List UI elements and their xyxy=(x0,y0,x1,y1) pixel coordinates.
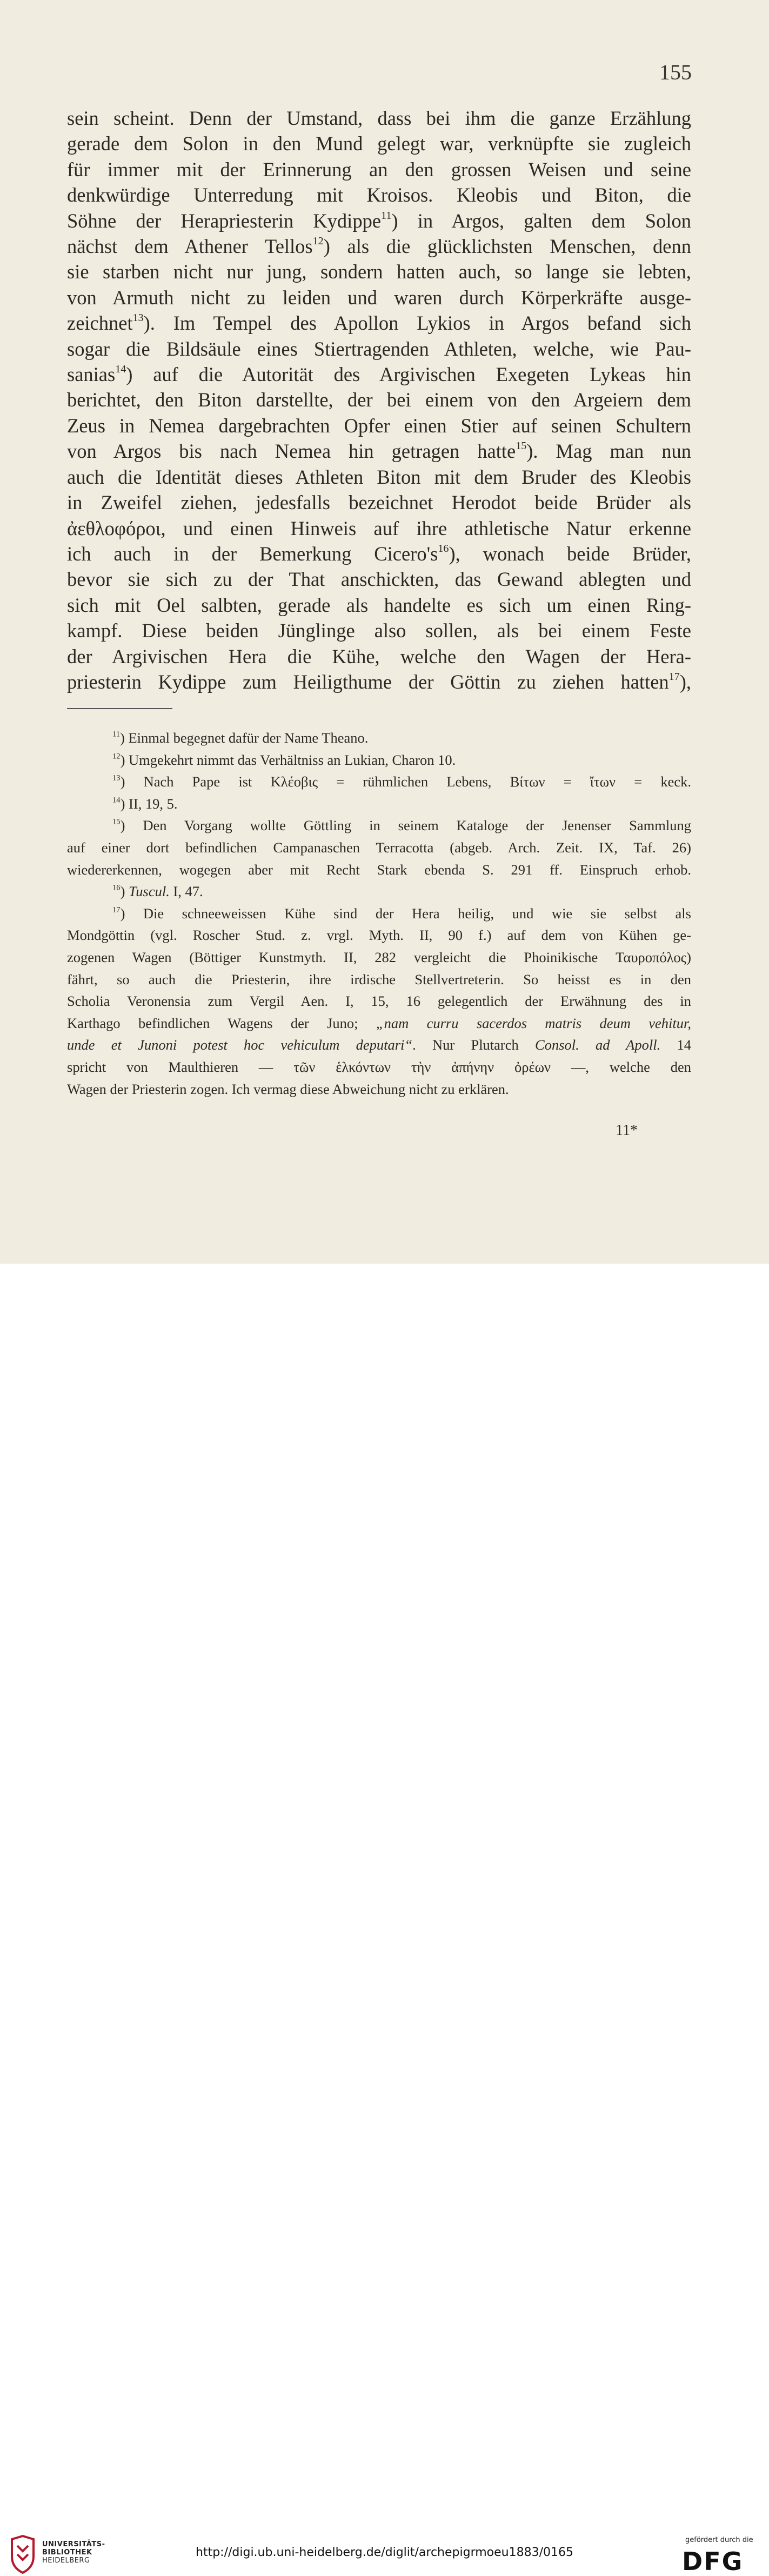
text-segment: ) als die glücklichsten Menschen, denn xyxy=(323,235,692,258)
text-segment: ) Einmal begegnet dafür der Name Theano. xyxy=(120,730,369,746)
footnote-ref[interactable]: 15 xyxy=(516,440,527,452)
scanned-page xyxy=(0,0,769,1264)
footnote-17 xyxy=(67,903,691,1100)
text-segment: von Argos bis nach Nemea hin getragen hatte xyxy=(67,440,516,463)
text-segment: ), wonach beide Brüder, xyxy=(449,542,691,565)
text-segment-italic: „nam curru sacerdos matris deum vehitur, xyxy=(376,1015,691,1031)
footnote-15 xyxy=(67,815,691,880)
text-segment-italic: Tuscul. xyxy=(129,883,170,900)
text-segment-italic: Consol. ad Apoll. xyxy=(535,1037,661,1053)
text-segment: 14 xyxy=(660,1037,691,1053)
text-segment-italic: unde et Junoni potest hoc vehiculum deputari“ xyxy=(67,1037,413,1053)
footnote-mark: 14 xyxy=(112,796,121,805)
footnote-ref[interactable]: 13 xyxy=(132,312,144,324)
text-line: berichtet, den Biton darstellte, der bei einem von den Argeiern dem xyxy=(67,389,691,411)
text-segment: priesterin Kydippe zum Heiligthume der Göttin zu ziehen hatten xyxy=(67,670,669,693)
text-line xyxy=(67,310,691,336)
text-segment: Karthago befindlichen Wagens der Juno; xyxy=(67,1015,376,1031)
footnote-line xyxy=(67,771,691,793)
text-line xyxy=(67,208,691,233)
text-line: auch die Identität dieses Athleten Biton mit dem Bruder des Kleobis xyxy=(67,465,691,488)
text-segment: nächst dem Athener Tellos xyxy=(67,235,313,258)
text-line: bevor sie sich zu der That anschickten, das Gewand ablegten und xyxy=(67,568,691,591)
dfg-caption: gefördert durch die xyxy=(685,2536,753,2544)
signature-mark: 11* xyxy=(616,1122,638,1139)
footnotes xyxy=(67,727,691,1100)
footnote-line: wiedererkennen, wogegen aber mit Recht Stark ebenda S. 291 ff. Einspruch erhob. xyxy=(67,861,691,878)
footnote-ref[interactable]: 11 xyxy=(381,209,392,222)
page-number: 155 xyxy=(659,60,692,84)
footnote-16 xyxy=(67,880,691,903)
text-line: denkwürdige Unterredung mit Kroisos. Kleobis und Biton, die xyxy=(67,184,691,206)
footnote-line xyxy=(67,1012,691,1035)
footnote-line xyxy=(67,793,691,815)
source-url-bar xyxy=(0,2546,769,2559)
footnote-mark: 16 xyxy=(112,883,121,892)
footnote-mark: 12 xyxy=(112,751,121,760)
text-line: in Zweifel ziehen, jedesfalls bezeichnet Herodot beide Brüder als xyxy=(67,491,691,514)
text-line xyxy=(67,541,691,566)
text-segment: ) xyxy=(120,883,129,900)
footnote-line: auf einer dort befindlichen Campanaschen Terracotta (abgeb. Arch. Zeit. IX, Taf. 26) xyxy=(67,839,691,856)
text-segment: . Nur Plutarch xyxy=(412,1037,536,1053)
footnote-mark: 11 xyxy=(112,730,121,739)
footnote-ref[interactable]: 14 xyxy=(115,363,126,376)
text-segment: ), xyxy=(679,670,691,693)
text-segment: zeichnet xyxy=(67,312,133,335)
text-line: der Argivischen Hera die Kühe, welche den Wagen der Hera- xyxy=(67,645,691,668)
footnote-line: spricht von Maulthieren — τῶν ἑλκόντων τὴν ἀπήνην ὀρέων —, welche den xyxy=(67,1058,691,1075)
text-segment: ) Nach Pape ist Κλέοβις = rühmlichen Lebens, Βίτων = ἴτων = keck. xyxy=(120,773,691,790)
text-segment: ) II, 19, 5. xyxy=(120,795,178,812)
source-url-link[interactable]: http://digi.ub.uni-heidelberg.de/diglit/archepigrmoeu1883/0165 xyxy=(196,2546,573,2559)
text-line xyxy=(67,438,691,464)
text-segment: ) auf die Autorität des Argivischen Exegeten Lykeas hin xyxy=(126,363,691,386)
footnote-line xyxy=(67,903,691,925)
footnote-mark: 15 xyxy=(112,817,121,826)
footnote-line xyxy=(67,1034,691,1056)
text-line xyxy=(67,233,691,259)
text-segment: Söhne der Herapriesterin Kydippe xyxy=(67,209,382,232)
footnote-line: zogenen Wagen (Böttiger Kunstmyth. II, 282 vergleicht die Phoinikische Ταυροπόλος) xyxy=(67,949,691,965)
footnote-14 xyxy=(67,793,691,815)
library-name-line: UNIVERSITÄTS- xyxy=(42,2540,105,2548)
footnote-11 xyxy=(67,727,691,749)
footnote-line: fährt, so auch die Priesterin, ihre irdische Stellvertreterin. So heisst es in den xyxy=(67,971,691,987)
text-line: sich mit Oel salbten, gerade als handelte es sich um einen Ring- xyxy=(67,593,691,616)
text-segment: sanias xyxy=(67,363,116,386)
text-segment: ) Umgekehrt nimmt das Verhältniss an Lukian, Charon 10. xyxy=(120,751,456,768)
text-line: kampf. Diese beiden Jünglinge also sollen, als bei einem Feste xyxy=(67,619,691,642)
text-line: von Armuth nicht zu leiden und waren durch Körperkräfte ausge- xyxy=(67,286,691,309)
footnote-ref[interactable]: 16 xyxy=(438,542,449,555)
viewer-footer xyxy=(0,1264,769,2576)
main-text xyxy=(67,105,691,695)
text-line: gerade dem Solon in den Mund gelegt war, verknüpfte sie zugleich xyxy=(67,132,691,155)
text-line: Zeus in Nemea dargebrachten Opfer einen Stier auf seinen Schultern xyxy=(67,414,691,437)
text-segment: ). Mag man nun xyxy=(526,440,691,463)
text-line: sogar die Bildsäule eines Stiertragenden Athleten, welche, wie Pau- xyxy=(67,337,691,360)
text-line: ἀεθλοφόροι, und einen Hinweis auf ihre athletische Natur erkenne xyxy=(67,517,691,539)
footnote-ref[interactable]: 17 xyxy=(668,670,680,683)
footnote-line xyxy=(67,727,691,749)
footnote-line xyxy=(67,749,691,771)
footnote-line xyxy=(67,815,691,837)
footnote-mark: 17 xyxy=(112,905,121,915)
text-line: sein scheint. Denn der Umstand, dass bei ihm die ganze Erzählung xyxy=(67,107,691,129)
footnote-12 xyxy=(67,749,691,771)
footnote-line: Mondgöttin (vgl. Roscher Stud. z. vrgl. Myth. II, 90 f.) auf dem von Kühen ge- xyxy=(67,927,691,944)
footnote-divider xyxy=(67,708,172,709)
text-line: sie starben nicht nur jung, sondern hatten auch, so lange sie lebten, xyxy=(67,261,691,283)
footnote-line: Scholia Veronensia zum Vergil Aen. I, 15, 16 gelegentlich der Erwähnung des in xyxy=(67,993,691,1010)
footnote-line xyxy=(67,880,691,903)
footnote-13 xyxy=(67,771,691,793)
footnote-ref[interactable]: 12 xyxy=(312,235,324,247)
text-segment: ) Die schneeweissen Kühe sind der Hera heilig, und wie sie selbst als xyxy=(120,905,691,922)
text-line: für immer mit der Erinnerung an den grossen Weisen und seine xyxy=(67,158,691,181)
text-segment: ) in Argos, galten dem Solon xyxy=(391,209,691,232)
library-name-line: BIBLIOTHEK xyxy=(42,2548,92,2557)
footnote-line: Wagen der Priesterin zogen. Ich vermag diese Abweichung nicht zu erklären. xyxy=(67,1080,509,1097)
library-name-line: HEIDELBERG xyxy=(42,2557,90,2565)
footnote-mark: 13 xyxy=(112,773,121,783)
text-line xyxy=(67,362,691,387)
dfg-logo: DFG xyxy=(682,2547,744,2576)
text-segment: ich auch in der Bemerkung Cicero's xyxy=(67,542,438,565)
text-segment: ). Im Tempel des Apollon Lykios in Argos befand sich xyxy=(143,312,691,335)
text-line xyxy=(67,669,691,695)
text-segment: ) Den Vorgang wollte Göttling in seinem Kataloge der Jenenser Sammlung xyxy=(120,817,691,834)
text-segment: I, 47. xyxy=(169,883,203,900)
